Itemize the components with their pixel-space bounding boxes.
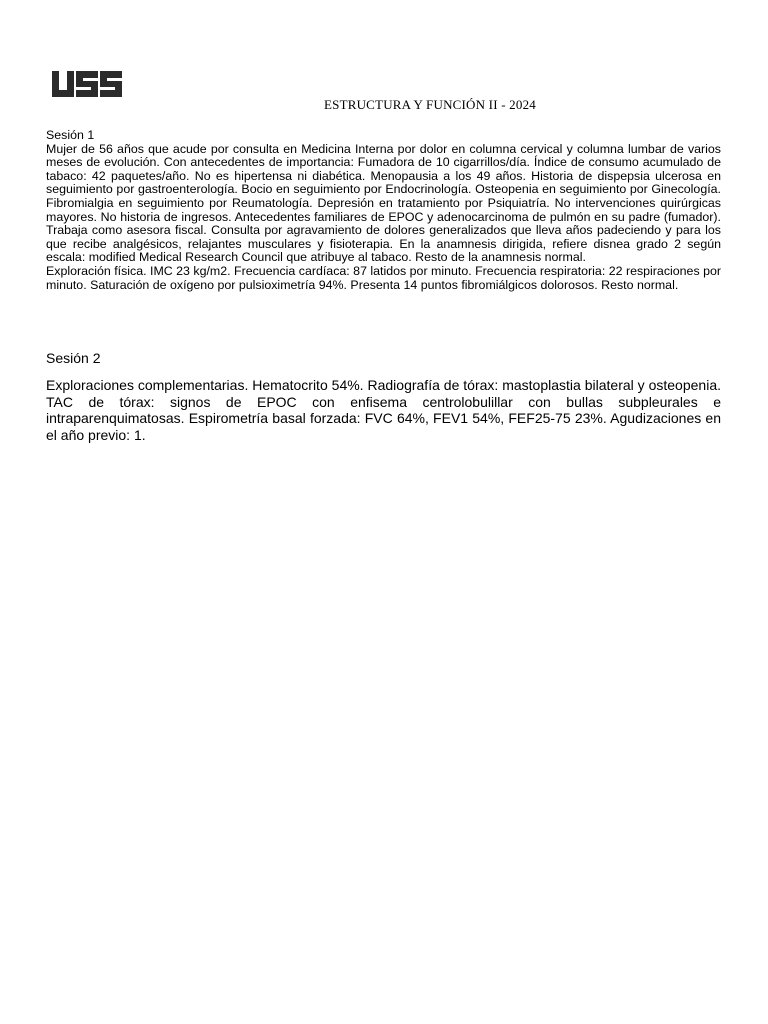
session-2-heading: Sesión 2 bbox=[46, 350, 101, 366]
uss-logo bbox=[51, 69, 123, 99]
session-1-physical-exam-paragraph: Exploración física. IMC 23 kg/m2. Frecuencia cardíaca: 87 latidos por minuto. Frecuencia respiratoria: 22 respiraciones por minuto. Saturación de oxígeno por pulsioximetría 94%. Presenta 14 puntos fibromiálgicos dolorosos. Resto normal. bbox=[46, 263, 721, 292]
session-1-section bbox=[46, 129, 721, 292]
session-1-heading: Sesión 1 bbox=[46, 128, 95, 142]
session-1-anamnesis-paragraph: Mujer de 56 años que acude por consulta en Medicina Interna por dolor en columna cervical y columna lumbar de varios meses de evolución. Con antecedentes de importancia: Fumadora de 10 cigarrillos/día. Índice de consumo acumulado de tabaco: 42 paquetes/año. No es hipertensa ni diabética. Menopausia a los 49 años. Historia de dispepsia ulcerosa en seguimiento por gastroenterología. Bocio en seguimiento por Endocrinología. Osteopenia en seguimiento por Ginecología. Fibromialgia en seguimiento por Reumatología. Depresión en tratamiento por Psiquiatría. No intervenciones quirúrgicas mayores. No historia de ingresos. Antecedentes familiares de EPOC y adenocarcinoma de pulmón en su padre (fumador). Trabaja como asesora fiscal. Consulta por agravamiento de dolores generalizados que lleva años padeciendo y para los que recibe analgésicos, relajantes musculares y fisioterapia. En la anamnesis dirigida, refiere disnea grado 2 según escala: modified Medical Research Council que atribuye al tabaco. Resto de la anamnesis normal. bbox=[46, 141, 721, 265]
document-title: ESTRUCTURA Y FUNCIÓN II - 2024 bbox=[324, 97, 536, 112]
session-2-body: Exploraciones complementarias. Hematocrito 54%. Radiografía de tórax: mastoplastia bilateral y osteopenia. TAC de tórax: signos de EPOC con enfisema centrolobulillar con bullas subpleurales e intraparenquimatosas. Espirometría basal forzada: FVC 64%, FEV1 54%, FEF25-75 23%. Agudizaciones en el año previo: 1. bbox=[46, 377, 721, 443]
